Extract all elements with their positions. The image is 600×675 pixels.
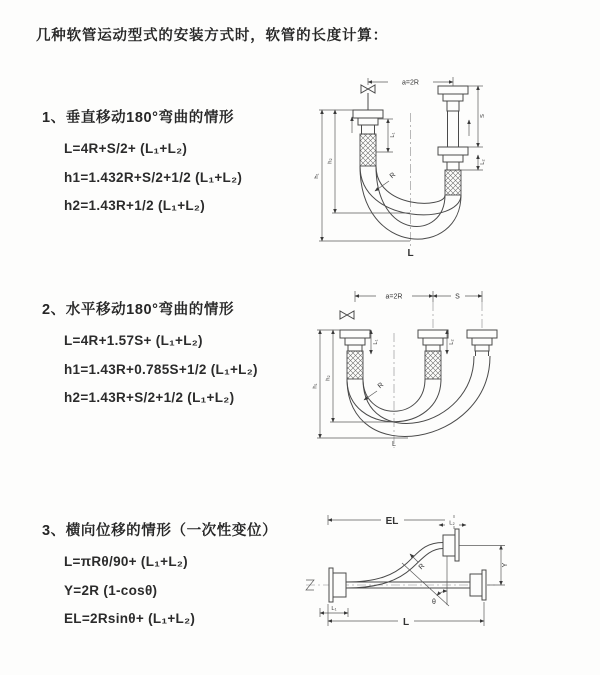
diagram-horizontal-180-bend [308,288,588,458]
diagram-lateral-displacement [298,503,593,653]
dim-label-h1: h₁ [312,383,319,389]
right-end-fitting-lower [438,147,468,195]
dim-el [328,513,454,529]
valve-icon [340,311,354,319]
dim-l [328,602,484,628]
radius-label: R [417,562,427,572]
hose-s-curve-position [346,543,443,589]
right-end-fitting-upper [438,86,468,147]
length-label: L [407,248,414,258]
length-label: L [392,441,396,448]
formula-line: L=πRθ/90+ (L₁+L₂) [64,554,188,569]
dim-label-h2: h₂ [327,158,334,164]
upper-flange-displaced [443,529,459,561]
dim-label-h2: h₂ [325,375,332,381]
section-vertical-180 [42,106,242,221]
radius-label: R [388,171,398,181]
hose-u-bend-pos2 [347,356,490,437]
formula-line: Y=2R (1-cosθ) [64,582,158,598]
dim-label-s: S [480,114,486,118]
dim-label-y: Y [502,562,509,568]
left-end-fitting [340,330,370,379]
dim-span-a2r [355,290,433,302]
dim-label-l: L [402,617,410,628]
formula-line: h2=1.43R+1/2 (L₁+L₂) [64,198,206,213]
diagram-vertical-180-bend [308,73,588,258]
lateral-displacement-drawing [298,503,593,653]
horizontal-bend-drawing [308,288,588,458]
dim-l1 [371,330,379,354]
dim-label-l1: L₁ [331,606,337,612]
dim-label-l2: L₂ [449,520,455,527]
formula-line: h2=1.43R+S/2+1/2 (L₁+L₂) [64,390,235,405]
section-3-formulas [64,548,277,634]
formula-line: L=4R+S/2+ (L₁+L₂) [64,141,188,156]
vertical-bend-drawing [308,73,588,258]
dim-span-a2r [368,76,453,87]
page-title: 几种软管运动型式的安装方式时，软管的长度计算： [36,28,388,44]
dim-label-l1: L₁ [390,132,396,138]
dim-label-l2: L₂ [480,159,486,165]
dim-l2 [439,518,466,527]
section-3-heading: 3、横向位移的情形（一次性变位） [42,523,278,539]
dim-label-h1: h₁ [314,173,320,179]
dim-label-a2r: a=2R [385,293,403,301]
construction-lines [402,556,449,606]
dim-l1 [376,119,396,152]
section-1-heading: 1、垂直移动180°弯曲的情形 [42,110,235,126]
formula-line: h1=1.432R+S/2+1/2 (L₁+L₂) [64,169,243,185]
formula-line: EL=2Rsinθ+ (L₁+L₂) [64,611,196,626]
section-1-formulas [64,135,242,221]
right-flange-straight [470,570,486,600]
formula-line: h1=1.43R+0.785S+1/2 (L₁+L₂) [64,361,258,377]
left-end-fitting [353,110,383,166]
dim-label-s: S [455,293,460,301]
theta-label: θ [432,599,436,606]
radius-label: R [376,381,386,391]
moving-end-fitting-pos1 [418,330,448,379]
section-2-formulas [64,327,258,413]
dim-label-el: EL [385,516,399,527]
section-lateral-displacement [42,519,277,634]
dim-label-l2: L₂ [449,339,455,345]
section-horizontal-180 [42,298,258,413]
dim-s [468,86,486,147]
dim-l1 [320,606,348,617]
moving-end-fitting-pos2 [467,330,497,356]
section-2-heading: 2、水平移动180°弯曲的情形 [42,302,235,318]
valve-icon [361,78,375,110]
angle-theta [432,591,447,606]
left-flange [329,568,346,602]
formula-line: L=4R+1.57S+ (L₁+L₂) [64,333,203,348]
dim-label-a2r: a=2R [402,79,419,87]
dim-shift-s [433,290,482,302]
dim-l2 [461,155,486,170]
dim-label-l1: L₁ [373,339,379,345]
